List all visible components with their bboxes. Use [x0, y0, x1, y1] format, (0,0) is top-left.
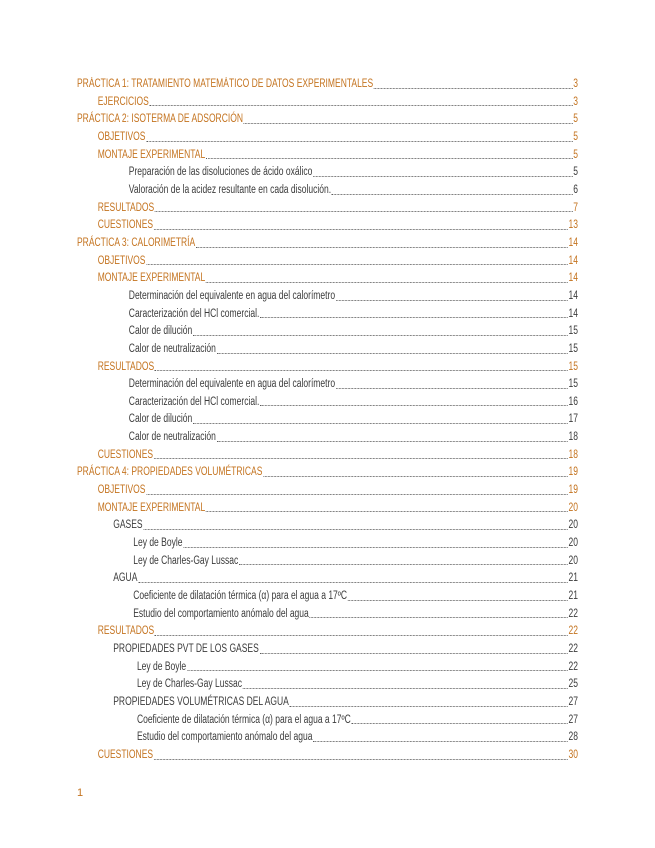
toc-entry-title: OBJETIVOS [97, 130, 146, 143]
toc-entry-title: Calor de neutralización [128, 431, 216, 444]
dot-leader [183, 547, 568, 548]
toc-entry-page: 22 [568, 660, 578, 673]
toc-entry-p2-montaje[interactable] [77, 147, 578, 165]
toc-entry-title: EJERCICIOS [97, 95, 149, 108]
toc-entry-page: 15 [568, 342, 578, 355]
toc-entry-page: 3 [573, 95, 578, 108]
toc-entry-page: 18 [568, 431, 578, 444]
toc-entry-page: 5 [573, 113, 578, 126]
dot-leader [138, 582, 568, 583]
toc-entry-title: Calor de dilución [128, 413, 193, 426]
toc-entry-p3-montaje[interactable] [77, 270, 578, 288]
toc-entry-title: PRÁCTICA 3: CALORIMETRÍA [77, 236, 196, 249]
dot-leader [154, 458, 568, 459]
dot-leader [193, 423, 568, 424]
toc-entry-p2-cuestiones[interactable] [77, 217, 578, 235]
toc-entry-title: Determinación del equivalente en agua del calorímetro [128, 289, 336, 302]
toc-entry-p4-objetivos[interactable] [77, 482, 578, 500]
dot-leader [313, 741, 568, 742]
dot-leader [239, 564, 568, 565]
table-of-contents [77, 76, 578, 765]
dot-leader [143, 529, 567, 530]
toc-entry-p3-montaje-determinacion[interactable] [77, 288, 578, 306]
toc-entry-p4-pvt-boyle[interactable] [77, 659, 578, 677]
toc-entry-p4-pvt-charles[interactable] [77, 676, 578, 694]
toc-entry-title: PROPIEDADES PVT DE LOS GASES [113, 643, 259, 655]
dot-leader [336, 300, 568, 301]
toc-entry-page: 20 [568, 537, 578, 550]
toc-entry-page: 14 [568, 289, 578, 302]
toc-entry-title: Calor de neutralización [128, 342, 216, 355]
toc-entry-p4-agua-coeficiente[interactable] [77, 588, 578, 606]
dot-leader [309, 617, 567, 618]
toc-entry-title: GASES [113, 519, 143, 532]
dot-leader [154, 229, 568, 230]
dot-leader [206, 511, 568, 512]
toc-entry-page: 5 [573, 130, 578, 143]
toc-entry-title: CUESTIONES [97, 219, 154, 232]
toc-entry-page: 22 [568, 625, 578, 638]
toc-entry-title: PROPIEDADES VOLUMÉTRICAS DEL AGUA [113, 695, 289, 708]
toc-entry-title: OBJETIVOS [97, 484, 146, 497]
toc-entry-page: 21 [568, 572, 578, 585]
toc-entry-page: 14 [568, 272, 578, 285]
toc-entry-p3-resultados-neutralizacion[interactable] [77, 429, 578, 447]
toc-entry-title: Calor de dilución [128, 325, 193, 338]
toc-entry-page: 14 [568, 307, 578, 320]
dot-leader [146, 264, 568, 265]
toc-entry-p3-cuestiones[interactable] [77, 447, 578, 465]
toc-entry-page: 19 [568, 466, 578, 479]
toc-entry-page: 7 [573, 201, 578, 214]
toc-entry-page: 6 [573, 183, 578, 196]
toc-entry-title: Caracterización del HCl comercial. [128, 395, 260, 408]
toc-entry-p3-resultados-caracterizacion[interactable] [77, 394, 578, 412]
toc-entry-p2-preparacion[interactable] [77, 164, 578, 182]
toc-entry-page: 18 [568, 448, 578, 461]
toc-entry-page: 14 [568, 236, 578, 249]
dot-leader [332, 194, 573, 195]
toc-entry-page: 20 [568, 501, 578, 514]
toc-entry-page: 20 [568, 519, 578, 532]
dot-leader [217, 353, 568, 354]
toc-entry-title: OBJETIVOS [97, 254, 146, 267]
toc-entry-page: 19 [568, 484, 578, 497]
dot-leader [154, 759, 568, 760]
toc-entry-page: 28 [568, 731, 578, 744]
toc-entry-title: Caracterización del HCl comercial. [128, 307, 260, 320]
toc-entry-practica-3[interactable] [77, 235, 578, 253]
dot-leader [313, 176, 572, 177]
dot-leader [150, 105, 573, 106]
toc-entry-title: CUESTIONES [97, 748, 154, 761]
dot-leader [217, 441, 568, 442]
toc-entry-title: PRÁCTICA 4: PROPIEDADES VOLUMÉTRICAS [77, 466, 263, 479]
toc-entry-title: CUESTIONES [97, 448, 154, 461]
toc-entry-p4-gases-charles[interactable] [77, 553, 578, 571]
dot-leader [146, 141, 572, 142]
toc-entry-p4-gases-boyle[interactable] [77, 535, 578, 553]
toc-entry-p2-resultados[interactable] [77, 200, 578, 218]
toc-entry-title: PRÁCTICA 1: TRATAMIENTO MATEMÁTICO DE DATOS EXPERIMENTALES [77, 78, 374, 90]
toc-entry-title: Estudio del comportamiento anómalo del agua [136, 731, 313, 744]
toc-entry-page: 15 [568, 325, 578, 338]
dot-leader [243, 688, 568, 689]
toc-entry-title: AGUA [113, 572, 138, 585]
toc-entry-p3-resultados-determinacion[interactable] [77, 376, 578, 394]
toc-entry-page: 27 [568, 713, 578, 726]
toc-entry-p4-pvt-gases[interactable] [77, 641, 578, 659]
toc-entry-p4-agua-estudio[interactable] [77, 606, 578, 624]
dot-leader [348, 600, 568, 601]
toc-entry-page: 21 [568, 590, 578, 603]
toc-entry-page: 27 [568, 695, 578, 708]
toc-entry-p3-montaje-dilucion[interactable] [77, 323, 578, 341]
dot-leader [260, 317, 568, 318]
toc-entry-page: 13 [568, 219, 578, 232]
toc-entry-page: 5 [573, 148, 578, 161]
dot-leader [263, 476, 568, 477]
toc-entry-title: Valoración de la acidez resultante en cada disolución. [128, 183, 332, 196]
dot-leader [374, 88, 573, 89]
toc-entry-title: Ley de Boyle [133, 537, 183, 550]
toc-entry-page: 22 [568, 643, 578, 655]
toc-entry-page: 17 [568, 413, 578, 426]
dot-leader [290, 706, 568, 707]
toc-entry-title: Estudio del comportamiento anómalo del agua [133, 607, 309, 620]
toc-entry-title: Ley de Charles-Gay Lussac [133, 554, 239, 567]
toc-entry-p2-objetivos[interactable] [77, 129, 578, 147]
dot-leader [155, 635, 568, 636]
toc-entry-p3-resultados[interactable] [77, 359, 578, 377]
toc-entry-practica-1[interactable] [77, 76, 578, 94]
toc-entry-title: RESULTADOS [97, 201, 155, 214]
dot-leader [146, 494, 568, 495]
toc-entry-p4-volumetricas-agua[interactable] [77, 694, 578, 712]
dot-leader [206, 282, 568, 283]
toc-entry-page: 16 [568, 395, 578, 408]
toc-entry-p3-montaje-neutralizacion[interactable] [77, 341, 578, 359]
toc-entry-p4-gases[interactable] [77, 517, 578, 535]
toc-entry-page: 25 [568, 678, 578, 691]
toc-entry-title: Ley de Boyle [136, 660, 187, 673]
toc-entry-page: 15 [568, 360, 578, 373]
dot-leader [196, 247, 568, 248]
page-number: 1 [77, 787, 84, 799]
toc-entry-p4-resultados[interactable] [77, 623, 578, 641]
toc-entry-page: 15 [568, 378, 578, 391]
dot-leader [206, 158, 573, 159]
toc-entry-title: RESULTADOS [97, 360, 155, 373]
toc-entry-practica-4[interactable] [77, 464, 578, 482]
toc-entry-title: MONTAJE EXPERIMENTAL [97, 501, 206, 514]
dot-leader [351, 723, 567, 724]
dot-leader [193, 335, 568, 336]
toc-entry-title: MONTAJE EXPERIMENTAL [97, 272, 206, 285]
toc-entry-page: 5 [573, 166, 578, 179]
toc-entry-p4-volumetricas-estudio[interactable] [77, 729, 578, 747]
toc-entry-title: Determinación del equivalente en agua del calorímetro [128, 378, 336, 391]
toc-entry-page: 30 [568, 748, 578, 761]
toc-entry-page: 20 [568, 554, 578, 567]
dot-leader [155, 211, 573, 212]
toc-entry-p4-agua[interactable] [77, 570, 578, 588]
toc-entry-p3-objetivos[interactable] [77, 253, 578, 271]
toc-entry-p4-cuestiones[interactable] [77, 747, 578, 765]
dot-leader [260, 405, 568, 406]
dot-leader [187, 670, 568, 671]
toc-entry-practica-2[interactable] [77, 111, 578, 129]
toc-entry-title: Ley de Charles-Gay Lussac [136, 678, 242, 691]
toc-entry-title: Coeficiente de dilatación térmica (α) para el agua a 17ºC [133, 590, 348, 603]
toc-entry-page: 3 [573, 78, 578, 90]
dot-leader [336, 388, 568, 389]
toc-entry-title: RESULTADOS [97, 625, 155, 638]
toc-entry-p2-valoracion[interactable] [77, 182, 578, 200]
toc-entry-title: Preparación de las disoluciones de ácido oxálico [128, 166, 313, 179]
toc-entry-p4-montaje[interactable] [77, 500, 578, 518]
toc-entry-page: 14 [568, 254, 578, 267]
dot-leader [244, 123, 573, 124]
dot-leader [155, 370, 568, 371]
toc-entry-p3-resultados-dilucion[interactable] [77, 411, 578, 429]
toc-entry-title: PRÁCTICA 2: ISOTERMA DE ADSORCIÓN [77, 113, 243, 126]
toc-list [77, 76, 578, 765]
toc-entry-page: 22 [568, 607, 578, 620]
dot-leader [260, 653, 568, 654]
toc-entry-title: Coeficiente de dilatación térmica (α) para el agua a 17ºC [136, 713, 351, 726]
toc-entry-p4-volumetricas-coeficiente[interactable] [77, 712, 578, 730]
toc-entry-title: MONTAJE EXPERIMENTAL [97, 148, 206, 161]
toc-entry-p3-montaje-caracterizacion[interactable] [77, 306, 578, 324]
toc-entry-p1-ejercicios[interactable] [77, 94, 578, 112]
